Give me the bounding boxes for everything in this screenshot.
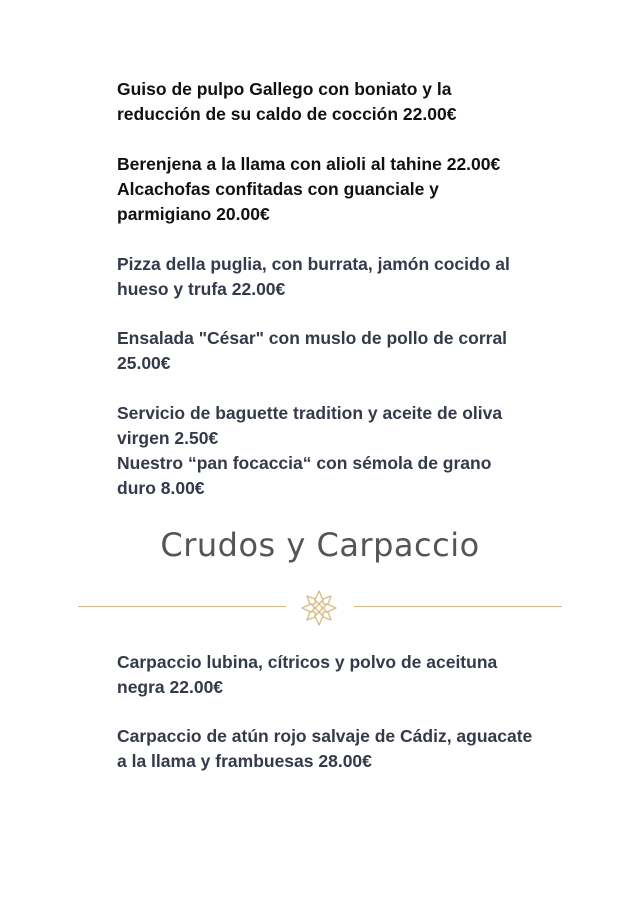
menu-item-pan-servicio: Servicio de baguette tradition y aceite de oliva virgen 2.50€ Nuestro “pan focaccia“ con sémola de grano duro 8.00€	[117, 403, 503, 498]
section-title-crudos-carpaccio: Crudos y Carpaccio	[160, 526, 480, 564]
menu-item-berenjena-alcachofas: Berenjena a la llama con alioli al tahine 22.00€ Alcachofas confitadas con guanciale y parmigiano 20.00€	[117, 154, 501, 224]
menu-item-carpaccio-atun: Carpaccio de atún rojo salvaje de Cádiz, aguacate a la llama y frambuesas 28.00€	[117, 726, 533, 771]
divider-right	[354, 606, 562, 607]
flower-ornament-icon	[298, 587, 340, 629]
menu-item-pizza-puglia: Pizza della puglia, con burrata, jamón cocido al hueso y trufa 22.00€	[117, 254, 510, 299]
menu-item-ensalada-cesar: Ensalada "César" con muslo de pollo de corral 25.00€	[117, 328, 508, 373]
menu-item-carpaccio-lubina: Carpaccio lubina, cítricos y polvo de aceituna negra 22.00€	[117, 652, 498, 697]
divider-left	[78, 606, 286, 607]
menu-item-guiso-pulpo: Guiso de pulpo Gallego con boniato y la reducción de su caldo de cocción 22.00€	[117, 79, 457, 124]
